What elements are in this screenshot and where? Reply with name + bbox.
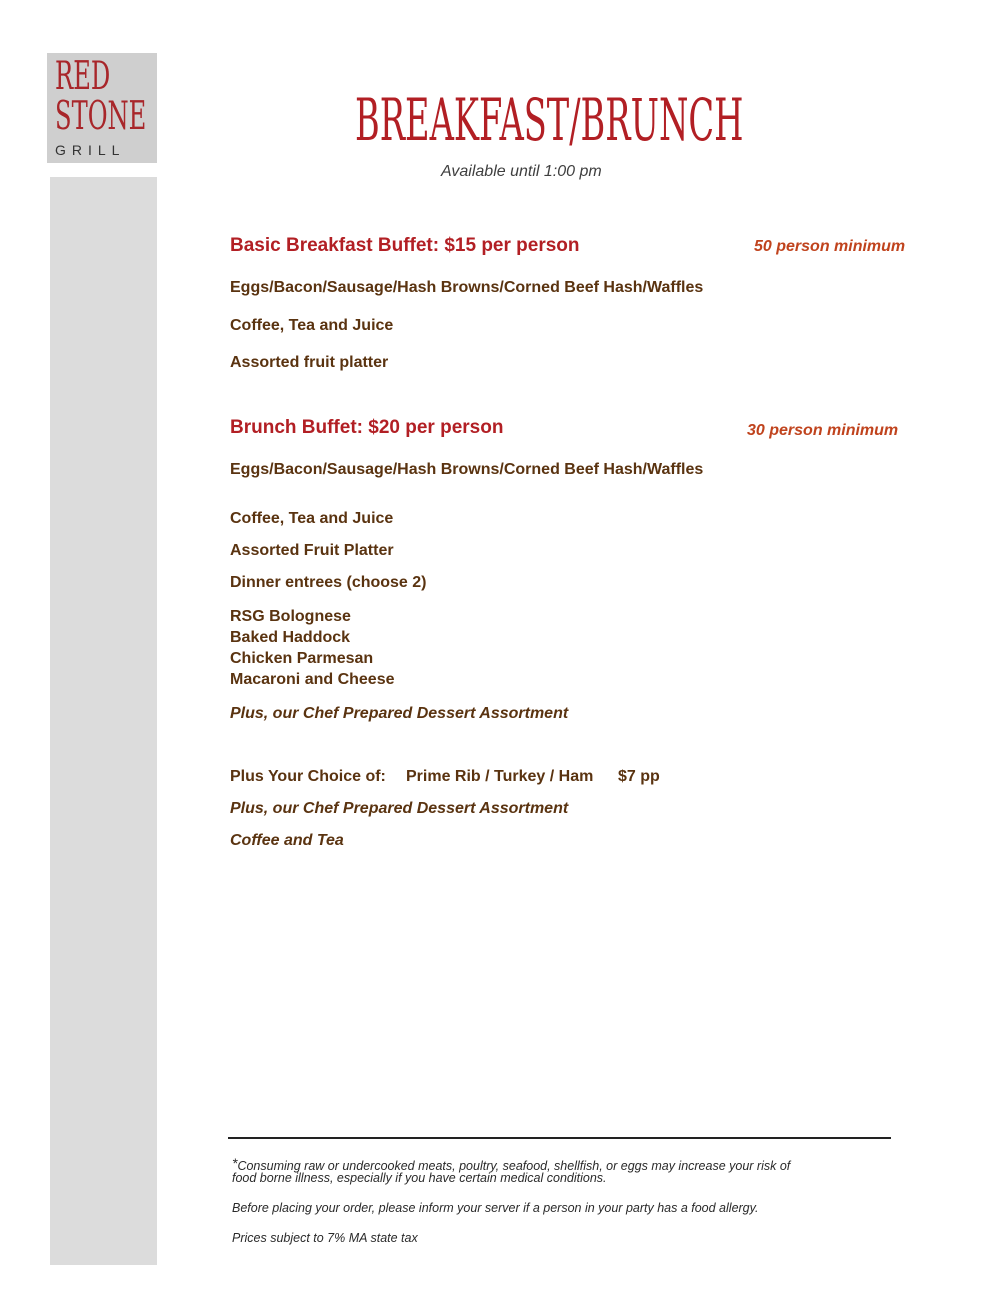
section-minimum-basic-breakfast: 50 person minimum <box>754 238 906 255</box>
dessert-note: Plus, our Chef Prepared Dessert Assortment <box>230 705 569 722</box>
footer-divider <box>228 1137 891 1139</box>
menu-item: Coffee, Tea and Juice <box>230 317 394 334</box>
logo-text-grill: GRILL <box>55 142 126 158</box>
logo-text-red: RED <box>55 54 111 99</box>
footer-tax-note: Prices subject to 7% MA state tax <box>232 1231 418 1245</box>
menu-item: Eggs/Bacon/Sausage/Hash Browns/Corned Beef Hash/Waffles <box>230 279 704 296</box>
footer-allergy-note: Before placing your order, please inform your server if a person in your party has a food allergy. <box>232 1201 759 1215</box>
addon-drinks-note: Coffee and Tea <box>230 832 344 849</box>
entree-item: Baked Haddock <box>230 629 351 646</box>
addon-options: Prime Rib / Turkey / Ham <box>406 768 594 785</box>
logo-text-stone: STONE <box>55 94 147 139</box>
footer-warning-text: Consuming raw or undercooked meats, poultry, seafood, shellfish, or eggs may increase your risk of <box>237 1159 791 1173</box>
page-subtitle: Available until 1:00 pm <box>441 163 602 180</box>
page-title: BREAKFAST/BRUNCH <box>355 86 744 154</box>
entree-item: RSG Bolognese <box>230 608 351 625</box>
footer-warning-line2: food borne illness, especially if you have certain medical conditions. <box>232 1171 607 1185</box>
addon-price: $7 pp <box>618 768 660 785</box>
addon-dessert-note: Plus, our Chef Prepared Dessert Assortment <box>230 800 569 817</box>
section-minimum-brunch: 30 person minimum <box>747 422 899 439</box>
addon-label: Plus Your Choice of: <box>230 768 386 785</box>
menu-item: Assorted Fruit Platter <box>230 542 394 559</box>
logo <box>47 53 157 163</box>
menu-item: Dinner entrees (choose 2) <box>230 574 427 591</box>
section-heading-basic-breakfast: Basic Breakfast Buffet: $15 per person <box>230 235 580 256</box>
menu-item: Assorted fruit platter <box>230 354 389 371</box>
entree-item: Macaroni and Cheese <box>230 671 395 688</box>
sidebar-decoration <box>50 177 157 1265</box>
menu-item: Eggs/Bacon/Sausage/Hash Browns/Corned Beef Hash/Waffles <box>230 461 704 478</box>
footer-asterisk: * <box>232 1155 238 1171</box>
section-heading-brunch: Brunch Buffet: $20 per person <box>230 417 504 438</box>
menu-item: Coffee, Tea and Juice <box>230 510 394 527</box>
entree-item: Chicken Parmesan <box>230 650 374 667</box>
